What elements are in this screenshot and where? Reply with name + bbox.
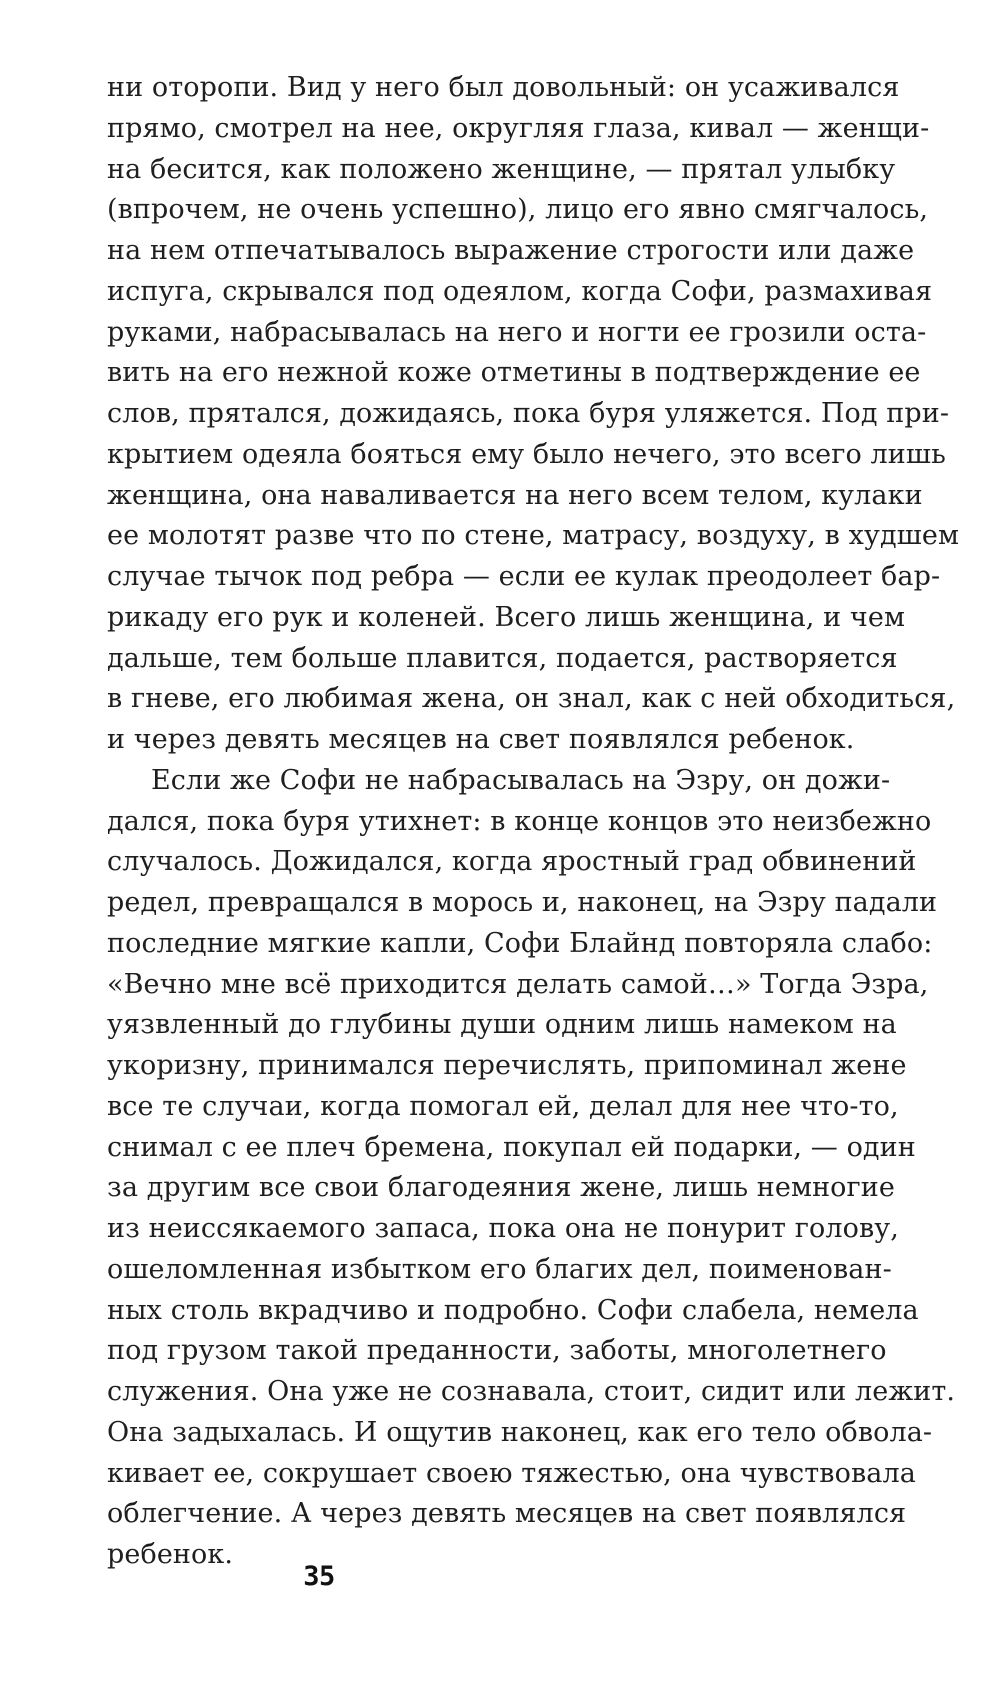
page-number: 35 [303,1561,335,1592]
text-line: «Вечно мне всё приходится делать самой…» Тогда Эзра, [107,968,929,1000]
text-line: Она задыхалась. И ощутив наконец, как его тело обвола- [107,1416,933,1448]
text-line: рикаду его рук и коленей. Всего лишь женщина, и чем [107,601,906,633]
text-line: в гневе, его любимая жена, он знал, как с ней обходиться, [107,683,956,715]
text-line: снимал с ее плеч бремена, покупал ей подарки, — один [107,1131,916,1163]
text-line: из неиссякаемого запаса, пока она не понурит голову, [107,1213,899,1244]
text-line: кивает ее, сокрушает своею тяжестью, она чувствовала [107,1457,916,1489]
text-line: служения. Она уже не сознавала, стоит, сидит или лежит. [107,1376,956,1407]
text-line: (впрочем, не очень успешно), лицо его явно смягчалось, [107,194,929,226]
text-line: вить на его нежной коже отметины в подтверждение ее [107,357,921,389]
paragraph-2 [107,761,956,1576]
text-line: дальше, тем больше плавится, подается, растворяется [107,642,898,674]
text-line: случае тычок под ребра — если ее кулак преодолеет бар- [107,561,941,592]
text-line: прямо, смотрел на нее, округляя глаза, кивал — женщи- [107,112,930,144]
body-text [107,68,960,1576]
paragraph-1 [107,68,960,761]
text-line: последние мягкие капли, Софи Блайнд повторяла слабо: [107,927,933,959]
text-line: все те случаи, когда помогал ей, делал для нее что-то, [107,1090,899,1122]
text-line: ее молотят разве что по стене, матрасу, воздуху, в худшем [107,520,960,552]
text-line: под грузом такой преданности, заботы, многолетнего [107,1335,887,1367]
text-line: уязвленный до глубины души одним лишь намеком на [107,1009,897,1041]
text-line: слов, прятался, дожидаясь, пока буря уляжется. Под при- [107,398,950,429]
text-line: руками, набрасывалась на него и ногти ее грозили оста- [107,316,927,348]
text-line: ных столь вкрадчиво и подробно. Софи слабела, немела [107,1294,919,1326]
text-line: и через девять месяцев на свет появлялся ребенок. [107,724,855,755]
text-line: случалось. Дожидался, когда яростный град обвинений [107,846,917,878]
text-line: дался, пока буря утихнет: в конце концов это неизбежно [107,805,932,837]
text-line: женщина, она наваливается на него всем телом, кулаки [107,479,923,511]
text-line: ни оторопи. Вид у него был довольный: он усаживался [107,72,900,103]
text-line: на бесится, как положено женщине, — прятал улыбку [107,153,896,185]
text-line: ребенок. [107,1539,234,1570]
text-line: Если же Софи не набрасывалась на Эзру, он дожи- [151,764,891,796]
text-line: на нем отпечатывалось выражение строгости или даже [107,235,915,266]
text-line: за другим все свои благодеяния жене, лишь немногие [107,1172,895,1204]
text-line: укоризну, принимался перечислять, припоминал жене [107,1050,907,1081]
text-line: ошеломленная избытком его благих дел, поименован- [107,1253,892,1285]
text-line: облегчение. А через девять месяцев на свет появлялся [107,1498,907,1530]
text-line: испуга, скрывался под одеялом, когда Софи, размахивая [107,275,933,307]
text-line: редел, превращался в морось и, наконец, на Эзру падали [107,887,938,918]
text-line: крытием одеяла бояться ему было нечего, это всего лишь [107,438,946,470]
